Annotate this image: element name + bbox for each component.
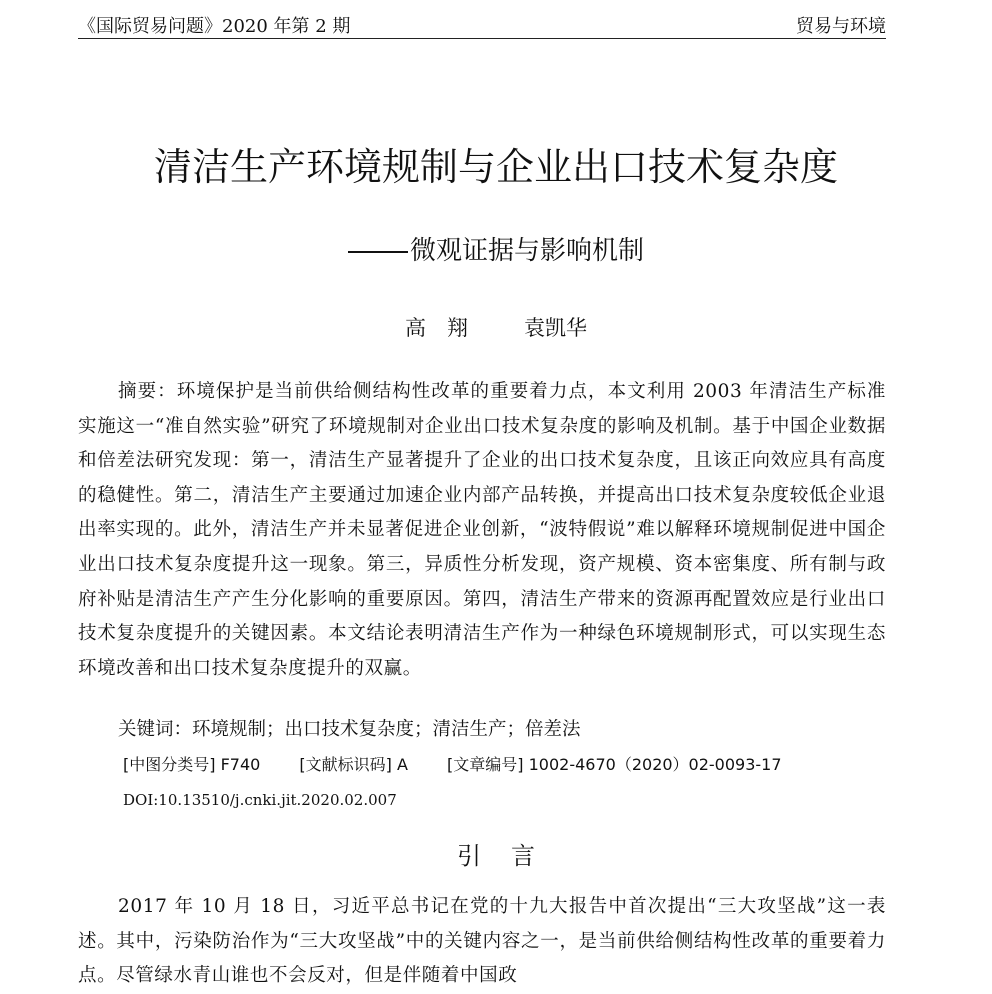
running-header — [78, 8, 886, 39]
subtitle-text: 微观证据与影响机制 — [409, 236, 644, 266]
article-number: [文章编号] 1002-4670（2020）02-0093-17 — [447, 755, 782, 774]
document-code: [文献标识码] A — [299, 755, 408, 774]
section-heading-introduction: 引言 — [457, 842, 565, 870]
paper-subtitle — [0, 230, 992, 267]
author-name: 袁凯华 — [524, 316, 587, 340]
paper-title: 清洁生产环境规制与企业出口技术复杂度 — [153, 145, 838, 189]
journal-issue: 《国际贸易问题》2020 年第 2 期 — [78, 16, 351, 37]
introduction-paragraph: 2017 年 10 月 18 日，习近平总书记在党的十九大报告中首次提出“三大攻坚战”这一表述。其中，污染防治作为“三大攻坚战”中的关键内容之一，是当前供给侧结构性改革的重要着力点。尽管绿水青山谁也不会反对，但是伴随着中国政 — [78, 896, 886, 987]
journal-section: 贸易与环境 — [796, 16, 886, 37]
clc-number: [中图分类号] F740 — [123, 755, 261, 774]
keywords: 关键词：环境规制；出口技术复杂度；清洁生产；倍差法 — [118, 719, 581, 740]
doi: DOI:10.13510/j.cnki.jit.2020.02.007 — [123, 791, 397, 809]
author-name: 高 翔 — [405, 316, 468, 340]
abstract: 摘要：环境保护是当前供给侧结构性改革的重要着力点，本文利用 2003 年清洁生产标准实施这一“准自然实验”研究了环境规制对企业出口技术复杂度的影响及机制。基于中国企业数据和倍差法研究发现：第一，清洁生产显著提升了企业的出口技术复杂度，且该正向效应具有高度的稳健性。第二，清洁生产主要通过加速企业内部产品转换，并提高出口技术复杂度较低企业退出率实现的。此外，清洁生产并未显著促进企业创新，“波特假说”难以解释环境规制促进中国企业出口技术复杂度提升这一现象。第三，异质性分析发现，资产规模、资本密集度、所有制与政府补贴是清洁生产产生分化影响的重要原因。第四，清洁生产带来的资源再配置效应是行业出口技术复杂度提升的关键因素。本文结论表明清洁生产作为一种绿色环境规制形式，可以实现生态环境改善和出口技术复杂度提升的双赢。 — [78, 381, 886, 679]
subtitle-dash — [348, 251, 408, 253]
author-list — [0, 312, 992, 342]
classification-line — [123, 752, 782, 775]
